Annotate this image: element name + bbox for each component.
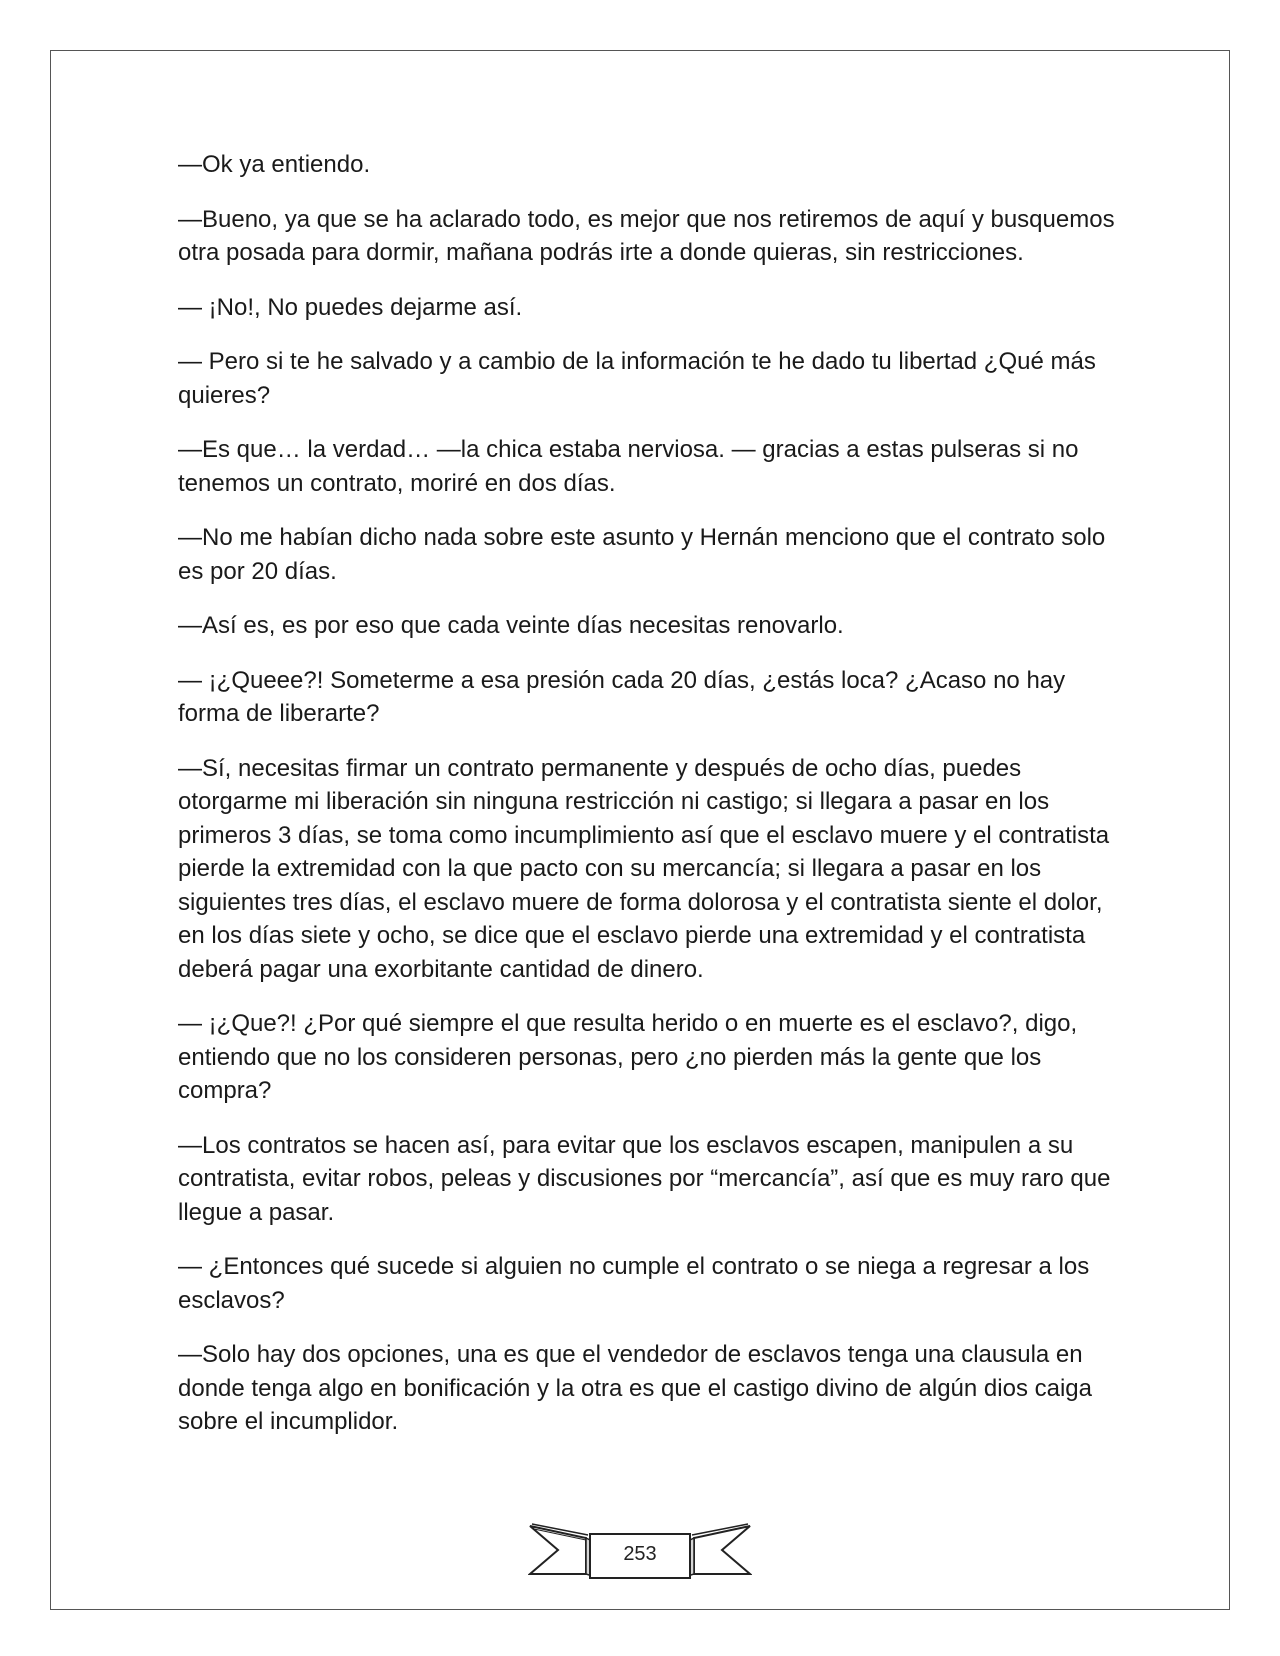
paragraph: —Solo hay dos opciones, una es que el vendedor de esclavos tenga una clausula en donde tenga algo en bonificación y la otra es que el castigo divino de algún dios caiga sobre el incumplidor. — [178, 1341, 1092, 1435]
paragraph: — ¡¿Que?! ¿Por qué siempre el que resulta herido o en muerte es el esclavo?, digo, entiendo que no los consideren personas, pero ¿no pierden más la gente que los compra? — [178, 1010, 1078, 1104]
paragraph: —No me habían dicho nada sobre este asunto y Hernán menciono que el contrato solo es por 20 días. — [178, 524, 1106, 585]
paragraph: —Así es, es por eso que cada veinte días necesitas renovarlo. — [178, 612, 844, 639]
paragraph: — Pero si te he salvado y a cambio de la información te he dado tu libertad ¿Qué más quieres? — [178, 348, 1096, 409]
paragraph: — ¡No!, No puedes dejarme así. — [178, 293, 523, 321]
paragraph: —Los contratos se hacen así, para evitar que los esclavos escapen, manipulen a su contratista, evitar robos, peleas y discusiones por “mercancía”, así que es muy raro que llegue a pasar. — [178, 1131, 1111, 1226]
paragraph: —Es que… la verdad… —la chica estaba nerviosa. — gracias a estas pulseras si no tenemos un contrato, moriré en dos días. — [178, 436, 1079, 497]
paragraph: — ¡¿Queee?! Someterme a esa presión cada 20 días, ¿estás loca? ¿Acaso no hay forma de liberarte? — [178, 666, 1066, 727]
paragraph: —Ok ya entiendo. — [178, 151, 371, 178]
paragraph: — ¿Entonces qué sucede si alguien no cumple el contrato o se niega a regresar a los esclavos? — [178, 1253, 1090, 1314]
paragraph: —Sí, necesitas firmar un contrato permanente y después de ocho días, puedes otorgarme mi liberación sin ninguna restricción ni castigo; si llegara a pasar en los primeros 3 días, se toma como incumplimiento así que el esclavo muere y el contratista pierde la extremidad con la que pacto con su mercancía; si llegara a pasar en los siguientes tres días, el esclavo muere de forma dolorosa y el contratista siente el dolor, en los días siete y ocho, se dice que el esclavo pierde una extremidad y el contratista deberá pagar una exorbitante cantidad de dinero. — [178, 754, 1110, 983]
paragraph: —Bueno, ya que se ha aclarado todo, es mejor que nos retiremos de aquí y busquemos otra posada para dormir, mañana podrás irte a donde quieras, sin restricciones. — [178, 205, 1115, 266]
page-number: 253 — [623, 1543, 657, 1565]
document-body — [178, 148, 1118, 1460]
page-number-banner — [528, 1520, 752, 1588]
